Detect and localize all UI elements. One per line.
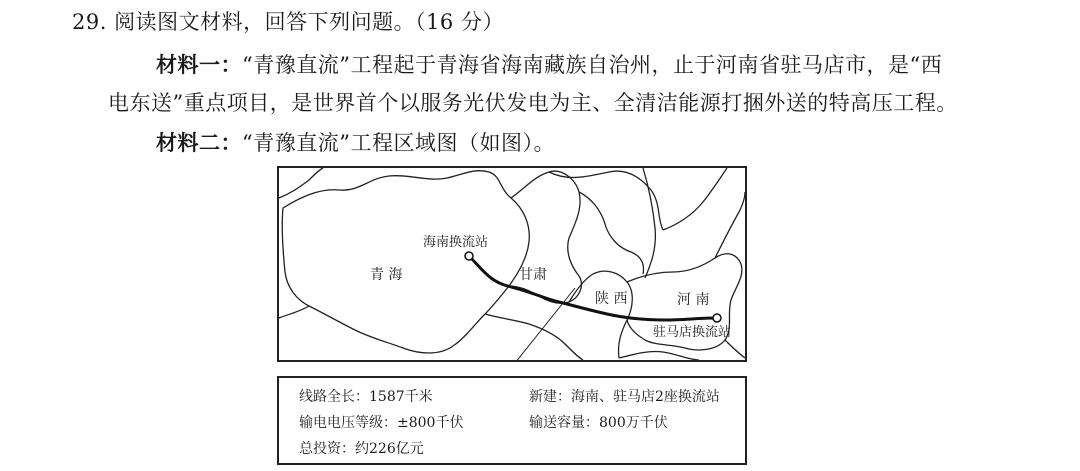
material2-text: “青豫直流”工程区域图（如图）。	[242, 131, 555, 155]
zhumadian-station-label: 驻马店换流站	[653, 325, 732, 340]
transmission-capacity: 输送容量：800万千伏	[529, 415, 668, 431]
hainan-station-label: 海南换流站	[423, 235, 489, 250]
shaanxi-boundary	[569, 271, 632, 358]
material1-label: 材料一：	[156, 52, 242, 77]
material1-line2: 电东送”重点项目，是世界首个以服务光伏发电为主、全清洁能源打捆外送的特高压工程。	[108, 91, 958, 115]
voltage-level: 输电电压等级：±800千伏	[299, 415, 464, 431]
qinghai-boundary	[282, 171, 529, 353]
project-info-box	[277, 376, 747, 465]
material1-text-line1: “青豫直流”工程起于青海省海南藏族自治州，止于河南省驻马店市，是“西	[242, 53, 943, 77]
xinjiang-boundary	[279, 168, 323, 198]
xizang-boundary	[279, 306, 309, 318]
hebei-boundary	[663, 168, 727, 230]
transmission-line	[469, 256, 715, 320]
sichuan-boundary	[485, 314, 583, 360]
region-map	[277, 166, 747, 362]
total-investment: 总投资：约226亿元	[299, 441, 424, 457]
shanxi-boundary	[643, 168, 655, 278]
ningxia-boundary	[579, 192, 644, 274]
shaanxi-label: 陕 西	[595, 291, 628, 307]
anhui-boundary	[725, 340, 745, 358]
shandong-boundary	[715, 192, 745, 258]
hainan-station-marker	[465, 252, 473, 260]
material2-line	[156, 127, 555, 157]
hubei-boundary	[619, 351, 699, 360]
question-title: 29. 阅读图文材料，回答下列问题。（16 分）	[72, 10, 504, 34]
material2-label: 材料二：	[156, 130, 242, 155]
material1-line1	[156, 49, 942, 79]
new-stations: 新建：海南、驻马店2座换流站	[529, 389, 720, 405]
gansu-label: 甘肃	[519, 267, 547, 283]
qinghai-label: 青 海	[370, 267, 403, 283]
line-length: 线路全长：1587千米	[299, 389, 433, 405]
henan-label: 河 南	[677, 292, 710, 308]
